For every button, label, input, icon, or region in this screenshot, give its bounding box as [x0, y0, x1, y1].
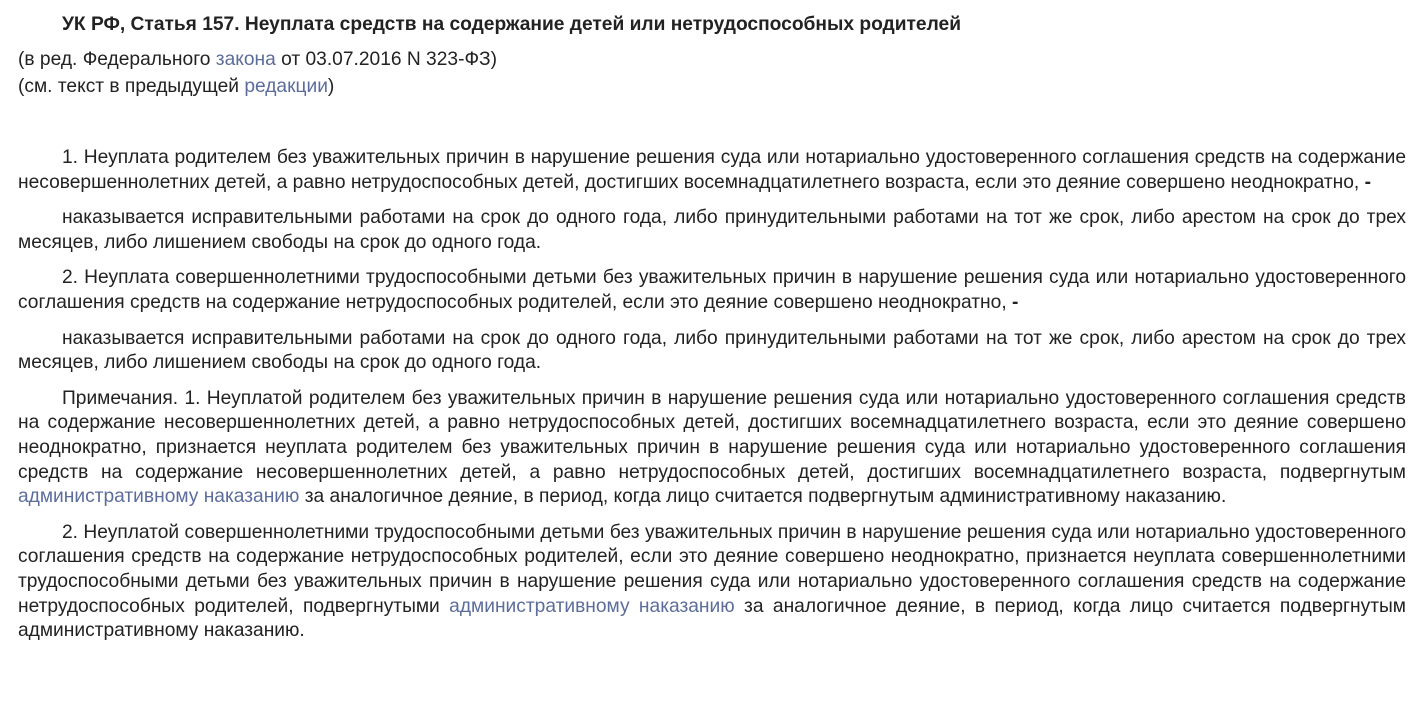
article-body: [18, 146, 1406, 655]
edition-note-prefix: (в ред. Федерального: [18, 49, 216, 70]
part-1-disposition: [18, 146, 1406, 195]
note-2-prefix: 2. Неуплатой совершеннолетними трудоспособными детьми без уважительных причин в нарушение решения суда или нотариально удостоверенного соглашения средств на содержание нетрудоспособных родителей, если это деяние совершено неоднократно, признается неуплата совершеннолетними трудоспособными детьми без уважительных причин в нарушение решения суда или нотариально удостоверенного соглашения средств на содержание нетрудоспособных родителей, подвергнутыми: [18, 521, 1406, 617]
page-title: УК РФ, Статья 157. Неуплата средств на содержание детей или нетрудоспособных родителей: [62, 14, 961, 35]
note-2: [18, 521, 1406, 644]
part-2-dash: -: [1012, 291, 1019, 313]
note-1: [18, 387, 1406, 510]
part-1-dash: -: [1364, 171, 1371, 193]
edition-note: [18, 48, 497, 72]
note-1-prefix: Примечания. 1. Неуплатой родителем без уважительных причин в нарушение решения суда или нотариально удостоверенного соглашения средств на содержание несовершеннолетних детей, а равно нетрудоспособных детей, достигших восемнадцатилетнего возраста, если это деяние совершено неоднократно, признается неуплата родителем без уважительных причин в нарушение решения суда или нотариально удостоверенного соглашения средств на содержание несовершеннолетних детей, а равно нетрудоспособных детей, достигших восемнадцатилетнего возраста, подвергнутым: [18, 387, 1406, 483]
previous-edition-suffix: ): [327, 76, 335, 97]
previous-edition-note: [18, 75, 334, 99]
administrative-penalty-link-1[interactable]: административному наказанию: [18, 486, 300, 508]
previous-edition-link[interactable]: редакции: [244, 76, 328, 97]
previous-edition-prefix: (см. текст в предыдущей: [18, 76, 245, 97]
part-1-sanction: наказывается исправительными работами на срок до одного года, либо принудительными работами на тот же срок, либо арестом на срок до трех месяцев, либо лишением свободы на срок до одного года.: [18, 207, 1406, 253]
part-1-text: 1. Неуплата родителем без уважительных причин в нарушение решения суда или нотариально удостоверенного соглашения средств на содержание несовершеннолетних детей, а равно нетрудоспособных детей, достигших восемнадцатилетнего возраста, если это деяние совершено неоднократно,: [18, 147, 1406, 193]
part-2-disposition: [18, 266, 1406, 315]
administrative-penalty-link-2[interactable]: административному наказанию: [449, 595, 735, 617]
edition-note-suffix: от 03.07.2016 N 323-ФЗ): [275, 49, 498, 70]
part-2-text: 2. Неуплата совершеннолетними трудоспособными детьми без уважительных причин в нарушение решения суда или нотариально удостоверенного соглашения средств на содержание нетрудоспособных родителей, если это деяние совершено неоднократно,: [18, 267, 1406, 313]
part-2-sanction: наказывается исправительными работами на срок до одного года, либо принудительными работами на тот же срок, либо арестом на срок до трех месяцев, либо лишением свободы на срок до одного года.: [18, 327, 1406, 374]
note-2-suffix: за аналогичное деяние, в период, когда лицо считается подвергнутым административному наказанию.: [18, 595, 1406, 642]
law-link[interactable]: закона: [215, 49, 276, 70]
note-1-suffix: за аналогичное деяние, в период, когда лицо считается подвергнутым административному наказанию.: [299, 486, 1227, 508]
